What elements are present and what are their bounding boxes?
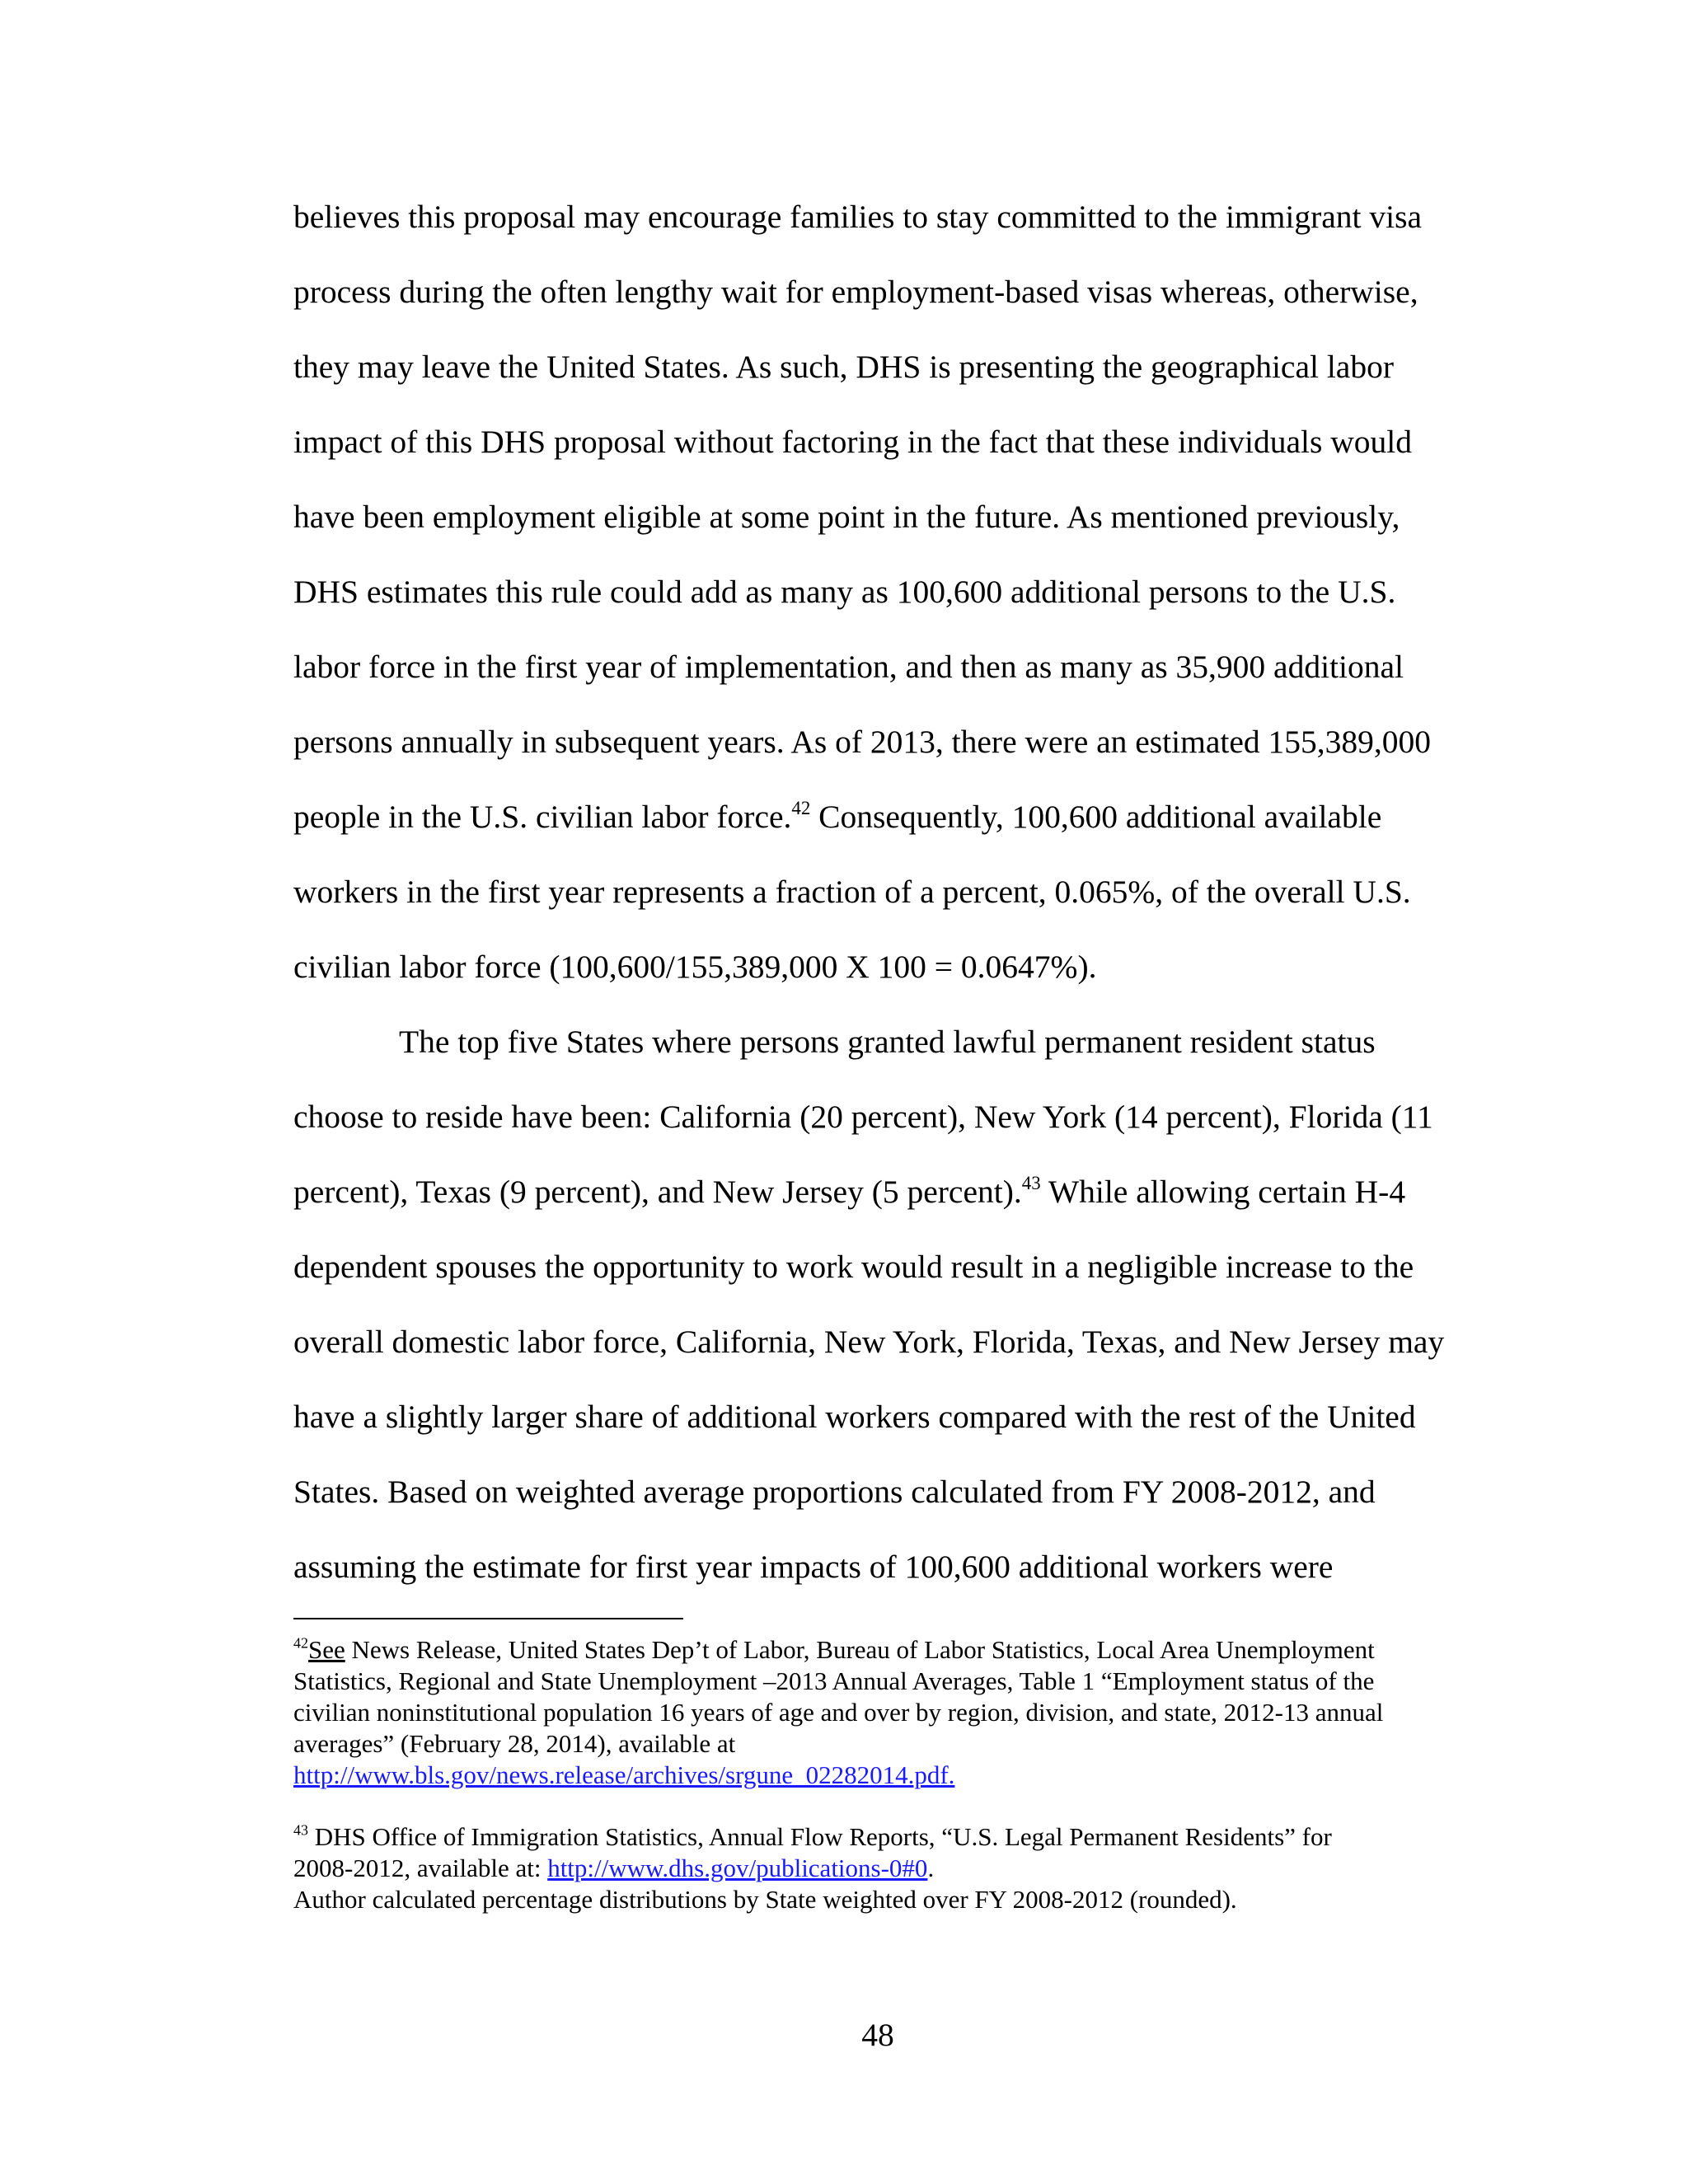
footnote-43-line-1 [293,1821,1332,1853]
footnote-43-line-3: Author calculated percentage distributions by State weighted over FY 2008-2012 (rounded). [293,1885,1237,1914]
body-line-9-text: people in the U.S. civilian labor force. [293,799,792,835]
footnote-43-text-1: DHS Office of Immigration Statistics, Annual Flow Reports, “U.S. Legal Permanent Residents” for [307,1822,1332,1851]
dhs-link[interactable]: http://www.dhs.gov/publications-0#0 [547,1854,928,1882]
body-line-6: DHS estimates this rule could add as many as 100,600 additional persons to the U.S. [293,574,1396,610]
footnote-42-see: See [307,1635,345,1664]
body-line-14-text-after: While allowing certain H-4 [1040,1174,1406,1210]
body-line-17: have a slightly larger share of additional workers compared with the rest of the United [293,1399,1416,1435]
body-line-8: persons annually in subsequent years. As of 2013, there were an estimated 155,389,000 [293,724,1431,760]
footnote-43-line-2 [293,1853,934,1884]
body-line-5: have been employment eligible at some point in the future. As mentioned previously, [293,499,1400,535]
footnote-42-line-3: civilian noninstitutional population 16 years of age and over by region, division, and state, 2012-13 annual [293,1698,1384,1727]
footnote-42-line-5 [293,1760,954,1791]
page-number: 48 [861,2017,894,2053]
footnote-42-line-4: averages” (February 28, 2014), available at [293,1729,736,1758]
footnote-42-line-2: Statistics, Regional and State Unemployment –2013 Annual Averages, Table 1 “Employment status of the [293,1666,1375,1695]
footnote-43-number: 43 [293,1821,308,1839]
footnote-42-line-1 [293,1634,1375,1666]
body-line-15: dependent spouses the opportunity to work would result in a negligible increase to the [293,1249,1414,1285]
footnote-42-text-1: News Release, United States Dep’t of Labor, Bureau of Labor Statistics, Local Area Unemployment [345,1635,1375,1664]
body-line-9-text-after: Consequently, 100,600 additional available [810,799,1382,835]
body-line-4: impact of this DHS proposal without factoring in the fact that these individuals would [293,424,1413,460]
bls-link[interactable]: http://www.bls.gov/news.release/archives/srgune_02282014.pdf. [293,1760,955,1789]
body-line-3: they may leave the United States. As such, DHS is presenting the geographical labor [293,349,1394,385]
body-line-13: choose to reside have been: California (20 percent), New York (14 percent), Florida (11 [293,1099,1433,1135]
body-line-9 [293,796,1381,837]
body-line-1: believes this proposal may encourage families to stay committed to the immigrant visa [293,199,1422,235]
body-line-11: civilian labor force (100,600/155,389,000 X 100 = 0.0647%). [293,949,1097,985]
body-line-14-text: percent), Texas (9 percent), and New Jersey (5 percent). [293,1174,1022,1210]
footnote-separator [293,1618,683,1619]
body-line-16: overall domestic labor force, California, New York, Florida, Texas, and New Jersey may [293,1324,1445,1360]
body-line-10: workers in the first year represents a fraction of a percent, 0.065%, of the overall U.S. [293,874,1411,910]
footnote-ref-43[interactable]: 43 [1021,1172,1041,1193]
body-line-14 [293,1171,1405,1212]
body-line-7: labor force in the first year of implementation, and then as many as 35,900 additional [293,649,1404,685]
footnote-43-text-2: 2008-2012, available at: [293,1854,548,1882]
body-line-19: assuming the estimate for first year impacts of 100,600 additional workers were [293,1549,1334,1585]
footnote-42-number: 42 [293,1634,308,1652]
body-line-2: process during the often lengthy wait for employment-based visas whereas, otherwise, [293,274,1418,310]
paragraph-2-first-line: The top five States where persons granted lawful permanent resident status [399,1024,1376,1060]
footnote-ref-42[interactable]: 42 [791,797,811,818]
footnote-43-period: . [927,1854,935,1882]
body-line-18: States. Based on weighted average proportions calculated from FY 2008-2012, and [293,1474,1376,1510]
